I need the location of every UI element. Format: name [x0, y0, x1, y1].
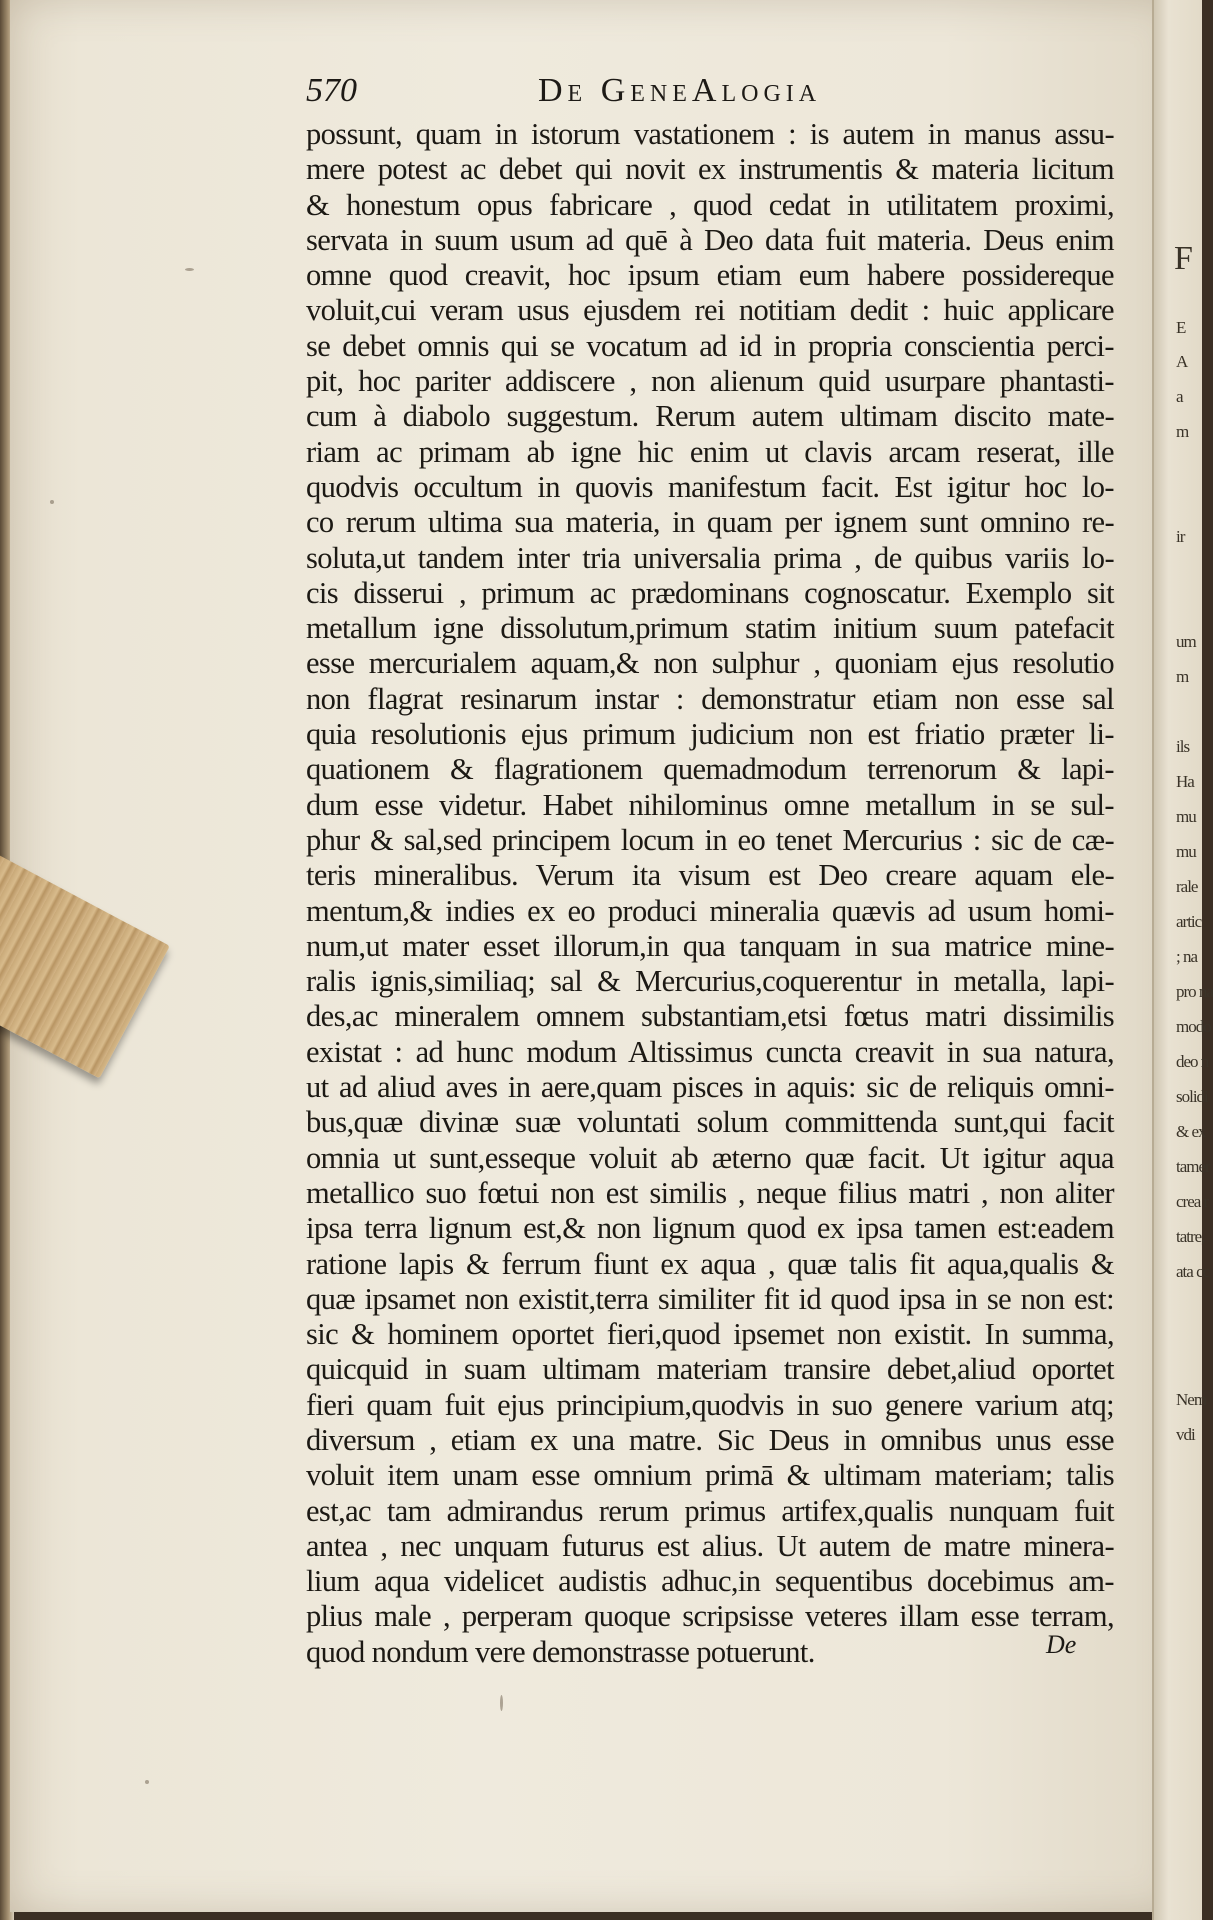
text-line: se debet omnis qui se vocatum ad id in propria conscientia perci-	[306, 328, 1114, 363]
page-number: 570	[306, 72, 357, 109]
opposite-page-fragment: & ex	[1176, 1122, 1206, 1141]
text-line: phur & sal,sed principem locum in eo tenet Mercurius : sic de cæ-	[306, 822, 1114, 857]
opposite-page-fragment: mu	[1176, 807, 1196, 826]
opposite-page-fragment: rale	[1176, 877, 1198, 896]
text-line: quationem & flagrationem quemadmodum terrenorum & lapi-	[306, 752, 1114, 787]
text-line: mere potest ac debet qui novit ex instrumentis & materia licitum	[306, 152, 1114, 187]
opposite-page-fragment: mu	[1176, 842, 1196, 861]
text-line: bus,quæ divinæ suæ voluntati solum committenda sunt,qui facit	[306, 1105, 1114, 1140]
text-line: non flagrat resinarum instar : demonstratur etiam non esse sal	[306, 681, 1114, 716]
text-line: & honestum opus fabricare , quod cedat in utilitatem proximi,	[306, 187, 1114, 222]
text-line: quæ ipsamet non existit,terra similiter fit id quod ipsa in se non est:	[306, 1281, 1114, 1316]
text-line: servata in suum usum ad quē à Deo data fuit materia. Deus enim	[306, 222, 1114, 257]
text-line: riam ac primam ab igne hic enim ut clavis arcam reserat, ille	[306, 434, 1114, 469]
text-line: des,ac mineralem omnem substantiam,etsi fœtus matri dissimilis	[306, 999, 1114, 1034]
opposite-page-fragment: F	[1174, 240, 1192, 277]
opposite-page-fragment: Ha	[1176, 772, 1194, 791]
paper-speck	[145, 1780, 149, 1784]
text-line: pit, hoc pariter addiscere , non alienum quid usurpare phantasti-	[306, 364, 1114, 399]
text-line: dum esse videtur. Habet nihilominus omne metallum in se sul-	[306, 787, 1114, 822]
opposite-page-fragment: ata cc	[1176, 1262, 1210, 1281]
text-line: co rerum ultima sua materia, in quam per ignem sunt omnino re-	[306, 505, 1114, 540]
opposite-page-fragment: pro na	[1176, 982, 1213, 1001]
text-line: lium aqua videlicet audistis adhuc,in sequentibus docebimus am-	[306, 1564, 1114, 1599]
paper-speck	[50, 500, 54, 504]
opposite-page-fragment: Nem	[1176, 1390, 1207, 1409]
text-line: ralis ignis,similiaq; sal & Mercurius,coquerentur in metalla, lapi-	[306, 964, 1114, 999]
text-line: cum à diabolo suggestum. Rerum autem ultimam discito mate-	[306, 399, 1114, 434]
text-line: voluit item unam esse omnium primā & ultimam materiam; talis	[306, 1458, 1114, 1493]
opposite-page-edge	[1152, 0, 1213, 1920]
text-line: diversum , etiam ex una matre. Sic Deus in omnibus unus esse	[306, 1422, 1114, 1457]
page-header	[306, 72, 906, 118]
opposite-page-fragment: m	[1176, 422, 1189, 441]
opposite-page-fragment: tamer	[1176, 1157, 1210, 1176]
text-line: ut ad aliud aves in aere,quam pisces in aquis: sic de reliquis omni-	[306, 1070, 1114, 1105]
text-line: quicquid in suam ultimam materiam transire debet,aliud oportet	[306, 1352, 1114, 1387]
text-line: fieri quam fuit ejus principium,quodvis in suo genere varium atq;	[306, 1387, 1114, 1422]
paper-speck	[185, 268, 194, 271]
opposite-page-fragment: vdi	[1176, 1425, 1195, 1444]
text-line: quodvis occultum in quovis manifestum facit. Est igitur hoc lo-	[306, 469, 1114, 504]
text-line: omne quod creavit, hoc ipsum etiam eum habere possidereque	[306, 258, 1114, 293]
opposite-page-fragment: solidi	[1176, 1087, 1208, 1106]
opposite-page-fragment: modo	[1176, 1017, 1211, 1036]
text-line: metallum igne dissolutum,primum statim initium suum patefacit	[306, 611, 1114, 646]
opposite-page-fragment: ils	[1176, 737, 1190, 756]
text-line: mentum,& indies ex eo produci mineralia quævis ad usum homi-	[306, 893, 1114, 928]
opposite-page-fragment: ir	[1176, 527, 1185, 546]
paper-speck	[500, 1695, 503, 1711]
text-line: quod nondum vere demonstrasse potuerunt.	[306, 1634, 815, 1669]
text-line: est,ac tam admirandus rerum primus artifex,qualis nunquam fuit	[306, 1493, 1114, 1528]
opposite-page-fragment: a	[1176, 387, 1183, 406]
opposite-page-fragment: m	[1176, 667, 1189, 686]
text-line: voluit,cui veram usus ejusdem rei notitiam dedit : huic applicare	[306, 293, 1114, 328]
text-line: esse mercurialem aquam,& non sulphur , quoniam ejus resolutio	[306, 646, 1114, 681]
text-line: omnia ut sunt,esseque voluit ab æterno quæ facit. Ut igitur aqua	[306, 1140, 1114, 1175]
text-line: sic & hominem oportet fieri,quod ipsemet non existit. In summa,	[306, 1317, 1114, 1352]
text-line: metallico suo fœtui non est similis , neque filius matri , non aliter	[306, 1175, 1114, 1210]
opposite-page-fragment: crea r	[1176, 1192, 1209, 1211]
opposite-page-fragment: ; na	[1176, 947, 1198, 966]
text-line: soluta,ut tandem inter tria universalia prima , de quibus variis lo-	[306, 540, 1114, 575]
catchword: De	[1046, 1630, 1077, 1659]
text-line: ratione lapis & ferrum fiunt ex aqua , quæ talis fit aqua,qualis &	[306, 1246, 1114, 1281]
text-line: existat : ad hunc modum Altissimus cuncta creavit in sua natura,	[306, 1034, 1114, 1069]
text-line: num,ut mater esset illorum,in qua tanquam in sua matrice mine-	[306, 928, 1114, 963]
text-line: ipsa terra lignum est,& non lignum quod ex ipsa tamen est:eadem	[306, 1211, 1114, 1246]
text-line: antea , nec unquam futurus est alius. Ut autem de matre minera-	[306, 1528, 1114, 1563]
opposite-page-fragment: tatre,	[1176, 1227, 1205, 1246]
opposite-page-fragment: E	[1176, 318, 1186, 337]
text-line: quia resolutionis ejus primum judicium non est friatio præter li-	[306, 717, 1114, 752]
opposite-page-fragment: A	[1176, 352, 1188, 371]
opposite-page-fragment: artic	[1176, 912, 1202, 931]
opposite-page-fragment: um	[1176, 632, 1196, 651]
text-line: cis disserui , primum ac prædominans cognoscatur. Exemplo sit	[306, 575, 1114, 610]
text-line: plius male , perperam quoque scripsisse veteres illam esse terram,	[306, 1599, 1114, 1634]
text-line: possunt, quam in istorum vastationem : is autem in manus assu-	[306, 117, 1114, 151]
opposite-page-fragment: deo n	[1176, 1052, 1209, 1071]
running-title: De GeneAlogia	[538, 72, 822, 109]
body-text	[306, 117, 1114, 1670]
text-line: teris mineralibus. Verum ita visum est Deo creare aquam ele-	[306, 858, 1114, 893]
